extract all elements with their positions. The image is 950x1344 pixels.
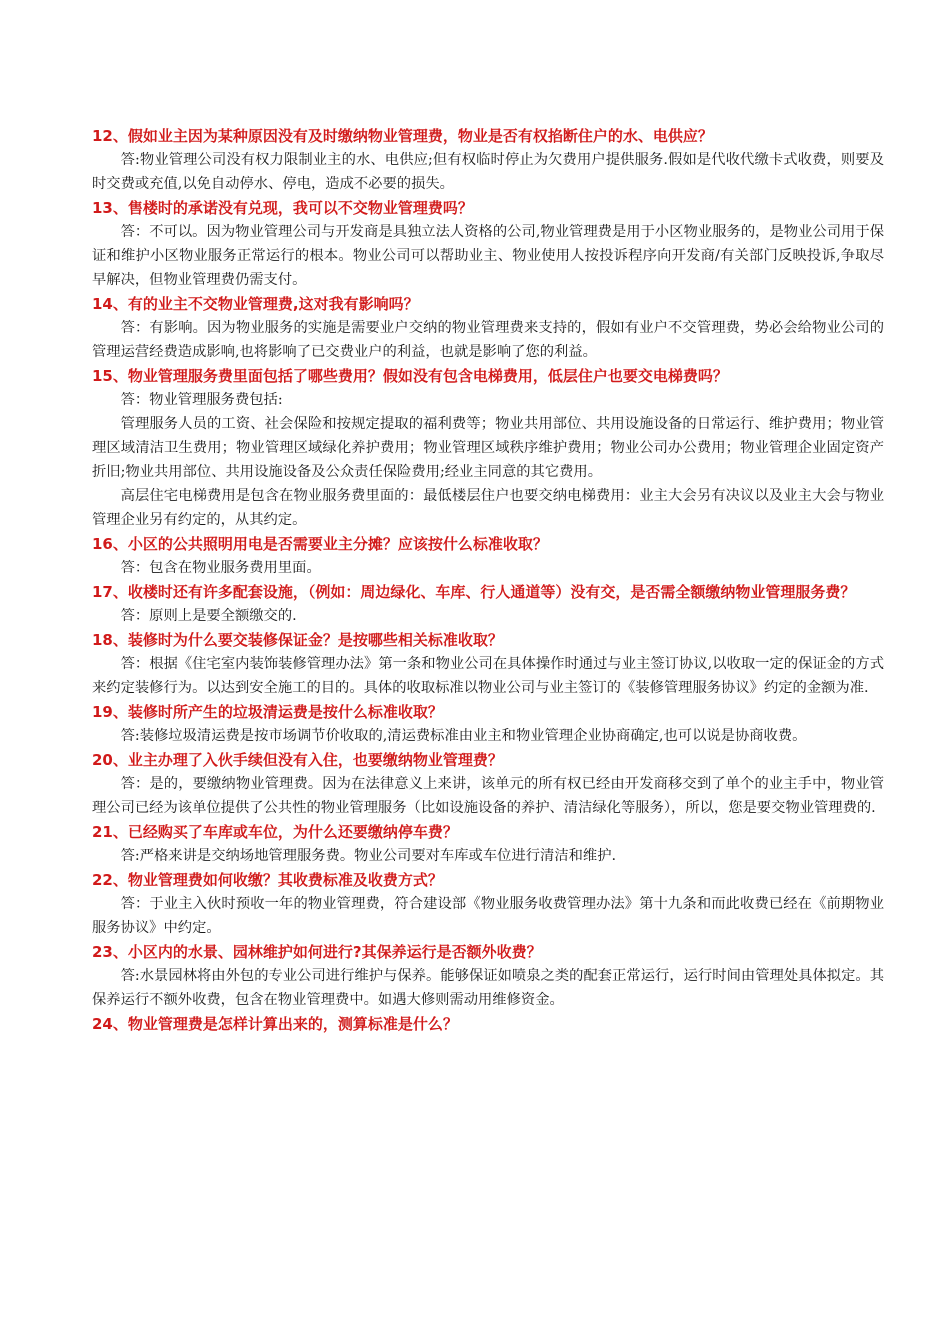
faq-item [92,940,884,1012]
faq-answer-paragraph: 答：是的，要缴纳物业管理费。因为在法律意义上来讲，该单元的所有权已经由开发商移交到了单个的业主手中，物业管理公司已经为该单位提供了公共性的物业管理服务（比如设施设备的养护、清洁绿化等服务），所以，您是要交物业管理费的. [92,776,884,816]
faq-item [92,820,884,868]
faq-question: 19、装修时所产生的垃圾清运费是按什么标准收取？ [92,703,443,721]
faq-question: 21、已经购买了车库或车位，为什么还要缴纳停车费？ [92,823,458,841]
faq-answer-paragraph: 答：原则上是要全额缴交的. [120,608,297,624]
faq-item [92,700,884,748]
faq-question: 17、收楼时还有许多配套设施，（例如：周边绿化、车库、行人通道等）没有交，是否需全额缴纳物业管理服务费？ [92,583,856,601]
faq-answer-paragraph: 答:装修垃圾清运费是按市场调节价收取的,清运费标准由业主和物业管理企业协商确定,也可以说是协商收费。 [120,728,807,744]
faq-answer-paragraph: 答：包含在物业服务费用里面。 [120,560,321,576]
faq-item [92,580,884,628]
faq-item [92,196,884,292]
faq-answer-paragraph: 答:物业管理公司没有权力限制业主的水、电供应;但有权临时停止为欠费用户提供服务.假如是代收代缴卡式收费，则要及时交费或充值,以免自动停水、停电，造成不必要的损失。 [92,152,884,192]
faq-answer-paragraph: 答：有影响。因为物业服务的实施是需要业户交纳的物业管理费来支持的，假如有业户不交管理费，势必会给物业公司的管理运营经费造成影响,也将影响了已交费业户的利益，也就是影响了您的利益。 [92,320,884,360]
faq-answer-paragraph: 答：于业主入伙时预收一年的物业管理费，符合建设部《物业服务收费管理办法》第十九条和而此收费已经在《前期物业服务协议》中约定。 [92,896,884,936]
faq-question: 14、有的业主不交物业管理费,这对我有影响吗？ [92,295,419,313]
faq-question: 18、装修时为什么要交装修保证金？是按哪些相关标准收取？ [92,631,503,649]
faq-question: 24、物业管理费是怎样计算出来的，测算标准是什么？ [92,1015,458,1033]
faq-question: 12、假如业主因为某种原因没有及时缴纳物业管理费，物业是否有权掐断住户的水、电供应？ [92,127,713,145]
faq-answer-paragraph: 答:严格来讲是交纳场地管理服务费。物业公司要对车库或车位进行清洁和维护. [120,848,617,864]
faq-item [92,292,884,364]
faq-item [92,868,884,940]
faq-answer-paragraph: 管理服务人员的工资、社会保险和按规定提取的福利费等；物业共用部位、共用设施设备的日常运行、维护费用；物业管理区域清洁卫生费用；物业管理区域绿化养护费用；物业管理区域秩序维护费用；物业公司办公费用；物业管理企业固定资产折旧;物业共用部位、共用设施设备及公众责任保险费用;经业主同意的其它费用。 [92,416,884,480]
faq-question: 15、物业管理服务费里面包括了哪些费用？假如没有包含电梯费用，低层住户也要交电梯费吗？ [92,367,728,385]
faq-answer-paragraph: 答:水景园林将由外包的专业公司进行维护与保养。能够保证如喷泉之类的配套正常运行，运行时间由管理处具体拟定。其保养运行不额外收费，包含在物业管理费中。如遇大修则需动用维修资金。 [92,968,884,1008]
faq-item [92,364,884,532]
faq-question: 22、物业管理费如何收缴？其收费标准及收费方式？ [92,871,443,889]
faq-item [92,748,884,820]
faq-answer-paragraph: 答：不可以。因为物业管理公司与开发商是具独立法人资格的公司,物业管理费是用于小区物业服务的，是物业公司用于保证和维护小区物业服务正常运行的根本。物业公司可以帮助业主、物业使用人按投诉程序向开发商/有关部门反映投诉,争取尽早解决，但物业管理费仍需支付。 [92,224,884,288]
faq-item [92,124,884,196]
faq-item [92,1012,884,1036]
faq-answer-paragraph: 答：物业管理服务费包括: [120,392,283,408]
faq-question: 13、售楼时的承诺没有兑现，我可以不交物业管理费吗？ [92,199,473,217]
faq-item [92,628,884,700]
faq-answer-paragraph: 答：根据《住宅室内装饰装修管理办法》第一条和物业公司在具体操作时通过与业主签订协议,以收取一定的保证金的方式来约定装修行为。以达到安全施工的目的。具体的收取标准以物业公司与业主签订的《装修管理服务协议》约定的金额为准. [92,656,884,696]
faq-answer-paragraph: 高层住宅电梯费用是包含在物业服务费里面的：最低楼层住户也要交纳电梯费用：业主大会另有决议以及业主大会与物业管理企业另有约定的，从其约定。 [92,488,884,528]
faq-list [92,124,884,1036]
faq-item [92,532,884,580]
faq-question: 20、业主办理了入伙手续但没有入住，也要缴纳物业管理费？ [92,751,503,769]
faq-question: 16、小区的公共照明用电是否需要业主分摊？应该按什么标准收取？ [92,535,548,553]
faq-question: 23、小区内的水景、园林维护如何进行?其保养运行是否额外收费？ [92,943,542,961]
